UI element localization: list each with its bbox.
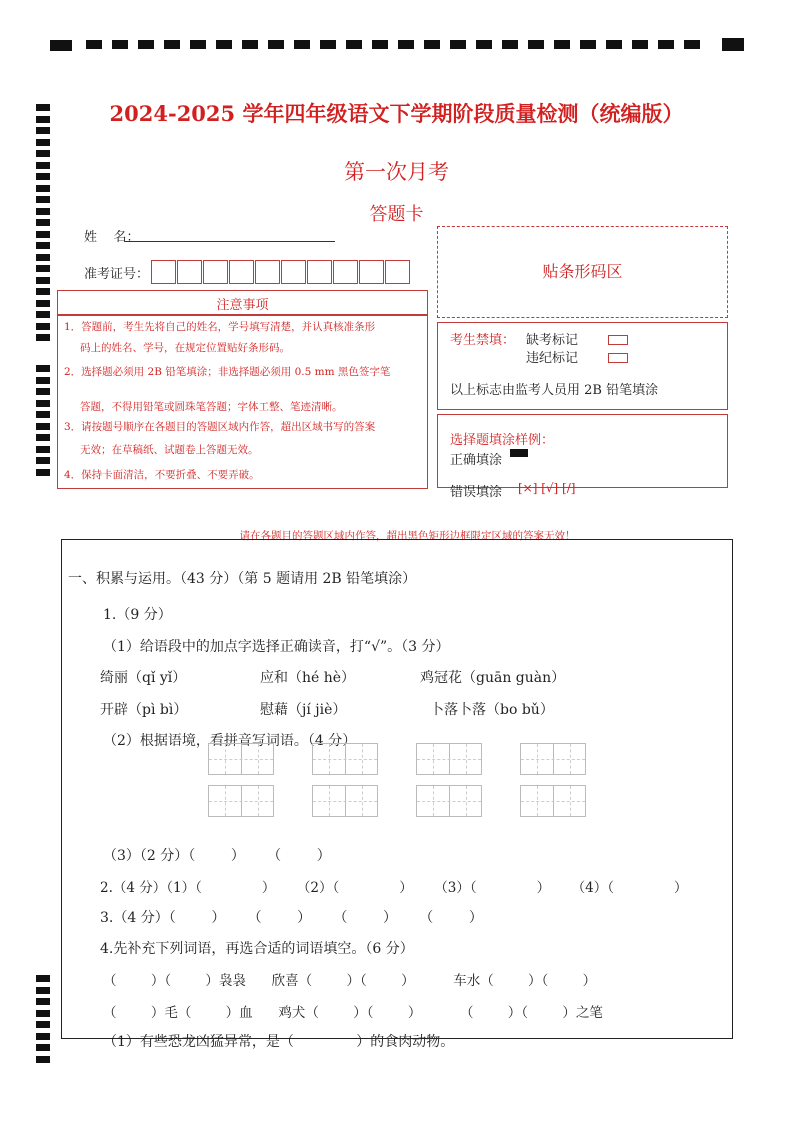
- notice-title: 注意事项: [216, 298, 269, 313]
- notice-item: 码上的姓名、学号，在规定位置贴好条形码。: [80, 342, 290, 354]
- barcode-label: 贴条形码区: [542, 262, 623, 281]
- timing-mark: [36, 1044, 50, 1051]
- timing-mark: [36, 1033, 50, 1040]
- writing-grid[interactable]: [208, 743, 274, 775]
- absent-label: 缺考标记: [526, 333, 579, 348]
- question-4-row2: （ ）毛（ ）血 鸡犬（ ）（ ） （ ）（ ）之笔: [103, 1005, 603, 1021]
- timing-mark: [36, 242, 50, 249]
- timing-mark: [36, 277, 50, 284]
- correct-fill-mark: [510, 449, 528, 457]
- timing-mark: [36, 288, 50, 295]
- exam-id-label: 准考证号：: [84, 267, 150, 282]
- timing-mark: [36, 334, 50, 341]
- fill-note: 以上标志由监考人员用 2B 铅笔填涂: [450, 383, 659, 398]
- answer-card-title: 答题卡: [369, 204, 424, 225]
- section-one-title: 一、积累与运用。（43 分）（第 5 题请用 2B 铅笔填涂）: [68, 571, 417, 587]
- timing-mark: [36, 1021, 50, 1028]
- name-label: 姓 名：: [84, 230, 140, 245]
- timing-mark: [36, 1010, 50, 1017]
- answer-area-warning: 请在各题目的答题区域内作答，超出黑色矩形边框限定区域的答案无效！: [239, 530, 576, 542]
- timing-mark: [36, 300, 50, 307]
- exam-subtitle: 第一次月考: [344, 160, 449, 184]
- id-cell[interactable]: [203, 260, 228, 284]
- pinyin-choice[interactable]: 慰藉（jí jiè）: [260, 702, 347, 718]
- id-cell[interactable]: [359, 260, 384, 284]
- timing-mark: [36, 127, 50, 134]
- writing-grid[interactable]: [520, 785, 586, 817]
- name-field[interactable]: [125, 240, 335, 242]
- notice-item: 3．请按题号顺序在各题目的答题区域内作答，超出区域书写的答案: [64, 421, 376, 433]
- timing-mark: [36, 254, 50, 261]
- violation-label: 违纪标记: [526, 351, 579, 366]
- timing-mark: [36, 457, 50, 464]
- wrong-fill-marks: [×] [√] [/]: [518, 481, 576, 495]
- question-4: 4.先补充下列词语，再选合适的词语填空。（6 分）: [100, 941, 414, 957]
- question-4-row1: （ ）（ ）袅袅 欣喜（ ）（ ） 车水（ ）（ ）: [103, 973, 597, 989]
- fill-example-box: [437, 414, 728, 500]
- question-4-sub1: （1）有些恐龙凶猛异常，是（ ）的食肉动物。: [103, 1034, 455, 1050]
- question-1-2: （2）根据语境，看拼音写词语。（4 分）: [103, 733, 357, 749]
- timing-mark: [36, 434, 50, 441]
- writing-grid[interactable]: [312, 785, 378, 817]
- pinyin-choice[interactable]: 应和（hé hè）: [260, 670, 356, 686]
- notice-item: 答题，不得用铅笔或圆珠笔答题；字体工整、笔迹清晰。: [80, 401, 343, 413]
- exam-title: 2024-2025 学年四年级语文下学期阶段质量检测（统编版）: [109, 101, 684, 126]
- id-cell[interactable]: [281, 260, 306, 284]
- question-2: 2.（4 分）（1）（ ） （2）（ ） （3）（ ） （4）（ ）: [100, 880, 688, 896]
- id-cell[interactable]: [151, 260, 176, 284]
- notice-item: 无效；在草稿纸、试题卷上答题无效。: [80, 444, 259, 456]
- timing-mark: [36, 469, 50, 476]
- timing-mark: [36, 975, 50, 982]
- wrong-fill-label: 错误填涂: [450, 485, 503, 500]
- examiner-box: [437, 322, 728, 410]
- timing-mark: [36, 446, 50, 453]
- writing-grid[interactable]: [208, 785, 274, 817]
- notice-header: [57, 290, 428, 315]
- timing-mark: [36, 311, 50, 318]
- timing-mark: [36, 377, 50, 384]
- pinyin-choice[interactable]: 鸡冠花（guān guàn）: [420, 670, 566, 686]
- absent-mark-box[interactable]: [608, 335, 628, 345]
- timing-mark: [36, 987, 50, 994]
- barcode-area: [437, 226, 728, 318]
- notice-item: 1．答题前，考生先将自己的姓名，学号填写清楚，并认真核准条形: [64, 321, 376, 333]
- pinyin-choice[interactable]: 绮丽（qǐ yǐ）: [100, 670, 187, 686]
- id-cell[interactable]: [255, 260, 280, 284]
- id-cell[interactable]: [333, 260, 358, 284]
- timing-mark: [36, 365, 50, 372]
- fill-example-title: 选择题填涂样例：: [450, 433, 555, 448]
- writing-grid[interactable]: [520, 743, 586, 775]
- forbid-label: 考生禁填：: [450, 333, 516, 348]
- pinyin-choice[interactable]: 卜落卜落（bo bǔ）: [430, 702, 554, 718]
- timing-mark: [36, 231, 50, 238]
- timing-mark: [36, 411, 50, 418]
- id-cell[interactable]: [385, 260, 410, 284]
- timing-mark: [36, 998, 50, 1005]
- timing-mark: [36, 265, 50, 272]
- timing-mark: [36, 1056, 50, 1063]
- question-3: 3.（4 分）（ ） （ ） （ ） （ ）: [100, 910, 483, 926]
- writing-grid[interactable]: [416, 785, 482, 817]
- correct-fill-label: 正确填涂: [450, 453, 503, 468]
- notice-item: 2．选择题必须用 2B 铅笔填涂；非选择题必须用 0.5 mm 黑色签字笔: [64, 366, 391, 378]
- pinyin-choice[interactable]: 开辟（pì bì）: [100, 702, 188, 718]
- timing-mark: [36, 423, 50, 430]
- notice-item: 4．保持卡面清洁，不要折叠、不要弄破。: [64, 469, 260, 481]
- timing-mark: [36, 323, 50, 330]
- question-1-1: （1）给语段中的加点字选择正确读音，打“√”。（3 分）: [103, 639, 450, 655]
- id-cell[interactable]: [307, 260, 332, 284]
- timing-mark: [36, 388, 50, 395]
- writing-grid[interactable]: [312, 743, 378, 775]
- id-cell[interactable]: [229, 260, 254, 284]
- writing-grid[interactable]: [416, 743, 482, 775]
- violation-mark-box[interactable]: [608, 353, 628, 363]
- id-cell[interactable]: [177, 260, 202, 284]
- timing-mark: [36, 400, 50, 407]
- timing-mark: [36, 139, 50, 146]
- question-1-3: （3）（2 分）（ ） （ ）: [103, 848, 331, 864]
- question-1: 1.（9 分）: [103, 607, 172, 623]
